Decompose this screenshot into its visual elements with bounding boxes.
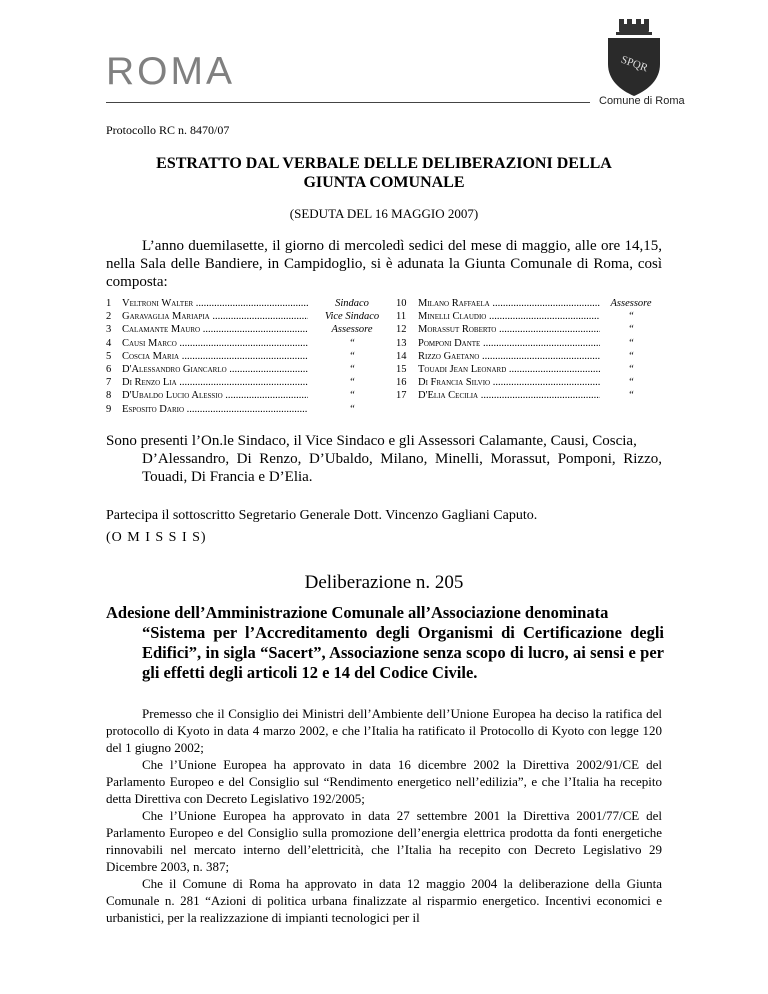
member-name: Di Francia Silvio .....	[418, 376, 600, 389]
member-row	[106, 337, 396, 350]
member-row	[396, 389, 662, 402]
member-role: “	[628, 337, 634, 349]
seduta-date: (SEDUTA DEL 16 MAGGIO 2007)	[289, 206, 479, 221]
member-name: Calamante Mauro .....	[122, 323, 308, 336]
title-line-2: GIUNTA COMUNALE	[303, 174, 465, 191]
roma-logo-text: ROMA	[106, 50, 235, 93]
member-name: D'Alessandro Giancarlo .....	[122, 363, 308, 376]
body-paragraph: Premesso che il Consiglio dei Ministri dell’Ambiente dell’Unione Europea ha deciso la ratifica del protocollo di Kyoto in data 4 marzo 2002, e che l’Italia ha ratificato il Protocollo di Kyoto con legge 120 del 1 giugno 2002;	[106, 706, 662, 755]
member-role: Vice Sindaco	[324, 311, 380, 323]
member-number: 7	[106, 377, 112, 389]
comune-label: Comune di Roma	[599, 95, 685, 107]
member-name: Di Renzo Lia .....	[122, 376, 308, 389]
member-name: Esposito Dario .....	[122, 403, 308, 416]
member-name: Veltroni Walter .....	[122, 297, 308, 310]
member-role: “	[628, 311, 634, 323]
member-role: “	[349, 350, 355, 362]
member-row	[396, 350, 662, 363]
deliberazione-number: Deliberazione n. 205	[304, 572, 464, 593]
member-row	[106, 323, 396, 336]
member-number: 4	[106, 337, 112, 349]
member-name: Pomponi Dante .....	[418, 337, 600, 350]
member-name: Garavaglia Mariapia .....	[122, 310, 308, 323]
member-number: 14	[396, 350, 407, 362]
member-number: 12	[396, 324, 407, 336]
member-role: “	[349, 377, 355, 389]
member-role: Assessore	[331, 324, 373, 336]
member-number: 8	[106, 390, 112, 402]
title-line-1: ESTRATTO DAL VERBALE DELLE DELIBERAZIONI DELLA	[156, 155, 612, 172]
member-role: “	[628, 377, 634, 389]
member-name: D'Elia Cecilia .....	[418, 389, 600, 402]
member-name: Rizzo Gaetano .....	[418, 350, 600, 363]
member-role: Sindaco	[335, 298, 369, 309]
member-role: “	[628, 324, 634, 336]
member-role: “	[349, 403, 355, 415]
subject-first-line: Adesione dell’Amministrazione Comunale all’Associazione denominata	[106, 603, 609, 622]
member-row	[106, 297, 396, 310]
member-name: Touadi Jean Leonard .....	[418, 363, 600, 376]
member-number: 1	[106, 298, 112, 309]
member-name: Morassut Roberto .....	[418, 323, 600, 336]
member-row	[106, 389, 396, 402]
member-name: D'Ubaldo Lucio Alessio .....	[122, 389, 308, 402]
member-row	[396, 376, 662, 389]
member-number: 15	[396, 364, 407, 376]
member-role: “	[349, 337, 355, 349]
member-row	[396, 363, 662, 376]
member-role: “	[628, 364, 634, 376]
member-number: 5	[106, 350, 112, 362]
member-name: Milano Raffaela .....	[418, 297, 600, 310]
document-title	[106, 154, 662, 192]
member-role: “	[628, 390, 634, 402]
omissis-marker: (O M I S S I S)	[106, 530, 207, 545]
member-row	[106, 403, 396, 416]
member-number: 2	[106, 311, 112, 323]
deliberazione-subject	[106, 603, 664, 683]
member-row	[396, 337, 662, 350]
member-name: Causi Marco .....	[122, 337, 308, 350]
member-row	[106, 376, 396, 389]
header-rule	[106, 102, 590, 103]
presenti-paragraph	[106, 432, 662, 486]
protocollo-number: Protocollo RC n. 8470/07	[106, 123, 230, 137]
member-number: 6	[106, 364, 112, 376]
body-paragraph: Che l’Unione Europea ha approvato in data 27 settembre 2001 la Direttiva 2001/77/CE del Parlamento Europeo e del Consiglio sulla promozione dell’energia elettrica prodotta da fonti energetiche rinnovabili nel mercato interno dell’elettricità, che l’Italia ha recepito con Decreto Legislativo 29 Dicembre 2003, n. 387;	[106, 808, 662, 874]
body-paragraph: Che l’Unione Europea ha approvato in data 16 dicembre 2002 la Direttiva 2002/91/CE del Parlamento Europeo e del Consiglio sul “Rendimento energetico nell’edilizia”, e che l’Italia ha recepito detta Direttiva con Decreto Legislativo 192/2005;	[106, 757, 662, 806]
member-role: “	[628, 350, 634, 362]
members-list-right	[396, 297, 662, 403]
member-row	[396, 323, 662, 336]
members-list-left	[106, 297, 396, 416]
comune-crest-icon	[603, 18, 665, 98]
member-row	[396, 297, 662, 310]
partecipa-line: Partecipa il sottoscritto Segretario Generale Dott. Vincenzo Gagliani Caputo.	[106, 508, 538, 523]
subject-continuation: “Sistema per l’Accreditamento degli Organismi di Certificazione degli Edifici”, in sigla “Sacert”, Associazione senza scopo di lucro, ai sensi e per gli effetti degli articoli 12 e 14 del Codice Civile.	[142, 623, 664, 682]
member-number: 16	[396, 377, 407, 389]
member-number: 11	[396, 311, 407, 323]
deliberazione-body	[106, 705, 662, 926]
member-number: 3	[106, 324, 112, 336]
member-row	[106, 310, 396, 323]
member-row	[396, 310, 662, 323]
presenti-continuation: D’Alessandro, Di Renzo, D’Ubaldo, Milano, Minelli, Morassut, Pomponi, Rizzo, Touadi, Di Francia e D’Elia.	[142, 451, 662, 485]
member-number: 9	[106, 403, 112, 415]
member-role: “	[349, 364, 355, 376]
intro-paragraph: L’anno duemilasette, il giorno di mercoledì sedici del mese di maggio, alle ore 14,15, nella Sala delle Bandiere, in Campidoglio, si è adunata la Giunta Comunale di Roma, così composta:	[106, 238, 662, 290]
member-name: Minelli Claudio .....	[418, 310, 600, 323]
member-role: “	[349, 390, 355, 402]
member-row	[106, 363, 396, 376]
svg-text:SPQR: SPQR	[619, 53, 650, 75]
member-role: Assessore	[610, 298, 652, 309]
member-name: Coscia Maria .....	[122, 350, 308, 363]
member-number: 10	[396, 298, 407, 309]
presenti-line-1: Sono presenti l’On.le Sindaco, il Vice Sindaco e gli Assessori Calamante, Causi, Coscia,	[106, 433, 637, 449]
member-number: 13	[396, 337, 407, 349]
member-number: 17	[396, 390, 407, 402]
body-paragraph: Che il Comune di Roma ha approvato in data 12 maggio 2004 la deliberazione della Giunta Comunale n. 281 “Azioni di politica urbana finalizzate al risparmio energetico. Incentivi economici e urbanistici, per la realizzazione di impianti tecnologici per il	[106, 876, 662, 925]
member-row	[106, 350, 396, 363]
